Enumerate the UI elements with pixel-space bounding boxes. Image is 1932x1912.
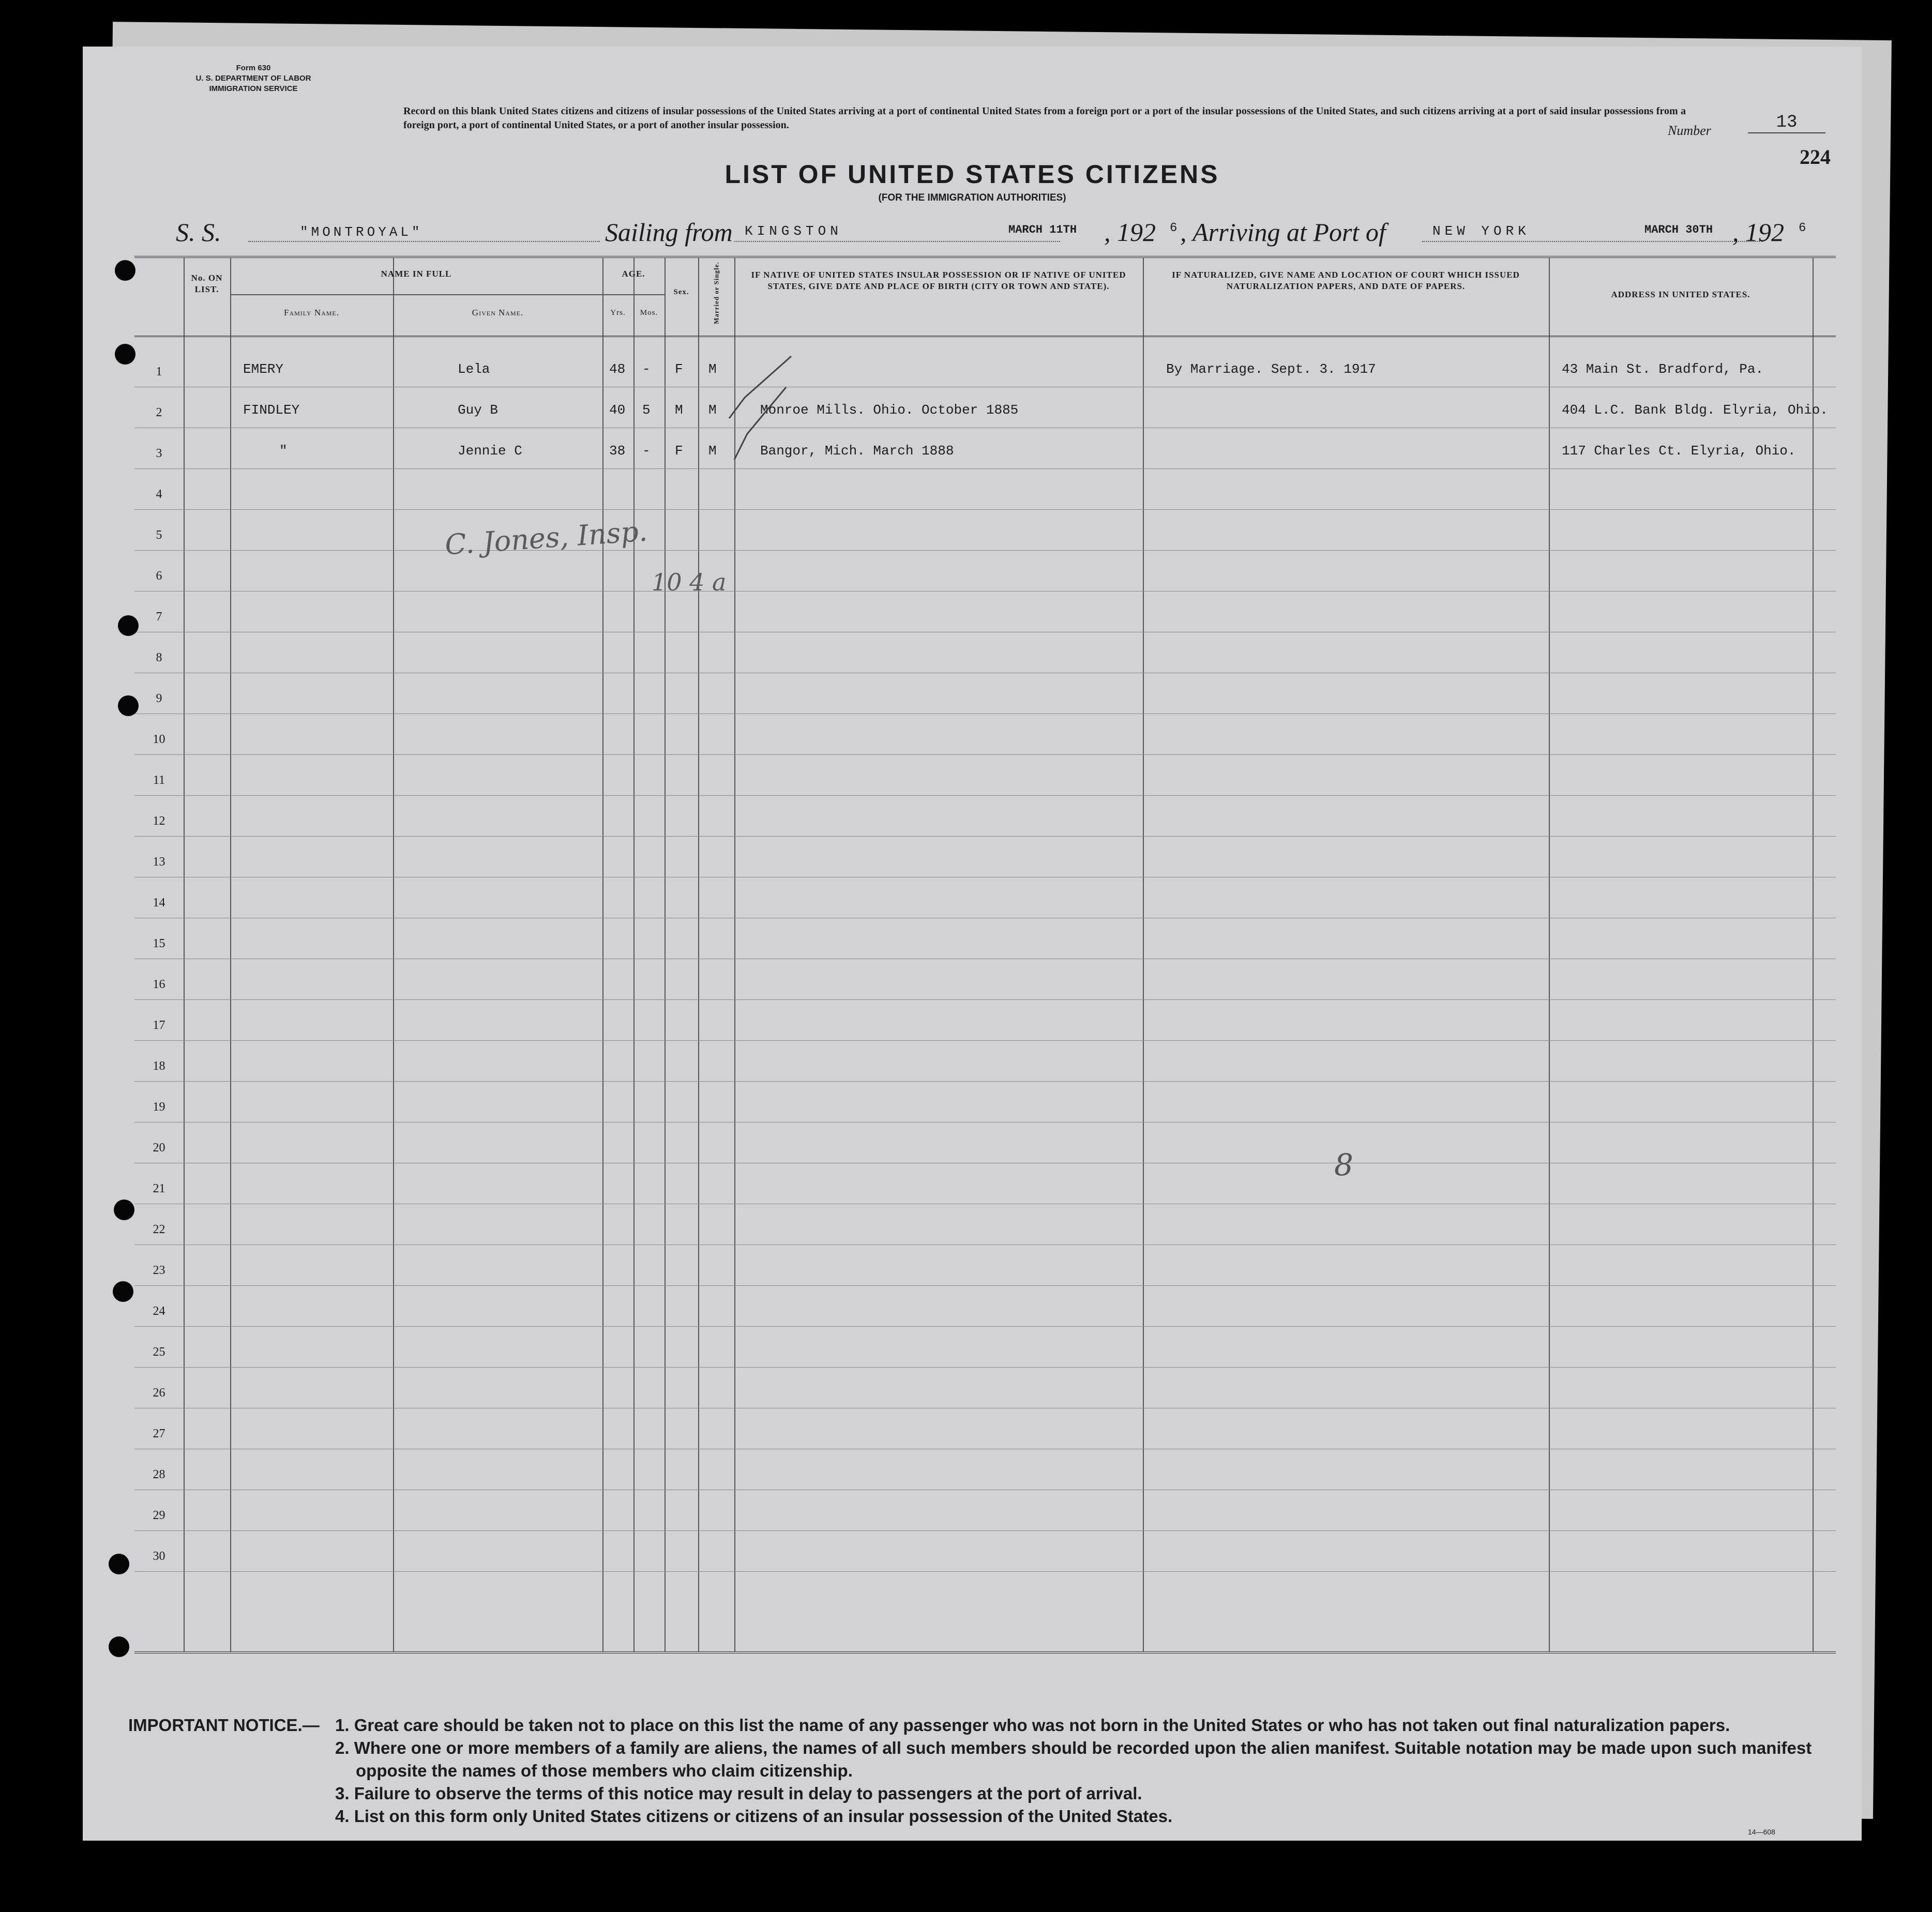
form-identifier: [145, 63, 362, 94]
row-number: 26: [153, 1386, 165, 1400]
notice-item-1: 1. Great care should be taken not to place on this list the name of any passenger who was not born in the United States or who has not taken out final naturalization papers.: [335, 1716, 1730, 1735]
column-no: No. ON LIST.: [191, 273, 223, 294]
row-number: 29: [153, 1509, 165, 1522]
binder-hole: [109, 1554, 129, 1574]
row-line: [134, 836, 1836, 837]
service-name: IMMIGRATION SERVICE: [209, 84, 298, 93]
binder-hole: [115, 260, 135, 281]
record-instructions: Record on this blank United States citizens and citizens of insular possessions of the United States arriving at a port of continental United States from a foreign port or a port of the insular possessions of the United States, and such citizens arriving at a port of said insular possessions from a foreign port, a port of continental United States, or a port of another insular possession.: [403, 105, 1686, 131]
row-number: 19: [153, 1100, 165, 1114]
notice-item-4: 4. List on this form only United States citizens or citizens of an insular possession of the United States.: [335, 1807, 1173, 1826]
row-line: [134, 999, 1836, 1000]
row-number: 28: [153, 1468, 165, 1481]
check-marks: [724, 341, 796, 475]
manifest-sheet: [83, 47, 1862, 1841]
departure-port: KINGSTON: [745, 223, 842, 239]
birth-place-cell: Bangor, Mich. March 1888: [760, 443, 954, 459]
row-number: 7: [156, 610, 162, 624]
age-years-cell: 48: [609, 361, 626, 377]
page-title: LIST OF UNITED STATES CITIZENS: [724, 160, 1220, 189]
handwritten-mark: 8: [1334, 1147, 1353, 1182]
row-line: [134, 1081, 1836, 1082]
row-number: 15: [153, 937, 165, 950]
row-number: 5: [156, 528, 162, 542]
sex-cell: F: [675, 361, 683, 377]
notice-item-3: 3. Failure to observe the terms of this notice may result in delay to passengers at the port of arrival.: [335, 1784, 1142, 1803]
list-number: 13: [1748, 113, 1825, 133]
column-age: AGE.: [622, 269, 645, 279]
row-number: 12: [153, 814, 165, 828]
row-line: [134, 1326, 1836, 1327]
binder-hole: [118, 695, 139, 716]
column-mos: Mos.: [640, 309, 658, 317]
row-number: 18: [153, 1059, 165, 1073]
form-number: Form 630: [236, 64, 271, 72]
row-line: [134, 1571, 1836, 1572]
family-name-cell: FINDLEY: [243, 402, 300, 418]
sailing-label: Sailing from: [605, 218, 733, 247]
row-number: 14: [153, 896, 165, 909]
row-number: 24: [153, 1304, 165, 1318]
number-label: Number: [1668, 123, 1711, 138]
naturalization-cell: By Marriage. Sept. 3. 1917: [1166, 361, 1376, 377]
page-subtitle: (FOR THE IMMIGRATION AUTHORITIES): [878, 192, 1066, 203]
sex-cell: F: [675, 443, 683, 459]
row-number: 8: [156, 651, 162, 664]
column-yrs: Yrs.: [610, 309, 626, 317]
binder-hole: [113, 1281, 133, 1302]
row-number: 10: [153, 733, 165, 746]
age-months-cell: -: [642, 443, 651, 459]
binder-hole: [115, 344, 135, 365]
binder-hole: [118, 615, 139, 636]
row-number: 20: [153, 1141, 165, 1155]
row-number: 16: [153, 978, 165, 991]
row-number: 21: [153, 1182, 165, 1195]
column-given-name: Given Name.: [472, 308, 524, 317]
notice-items: [335, 1714, 1855, 1828]
column-sex: Sex.: [673, 288, 689, 296]
handwritten-inspector: C. Jones, Insp.: [444, 514, 648, 562]
arrival-port: NEW YORK: [1432, 223, 1530, 239]
row-line: [134, 1285, 1836, 1286]
column-naturalized: IF NATURALIZED, GIVE NAME AND LOCATION OF COURT WHICH ISSUED NATURALIZATION PAPERS, AND DATE OF PAPERS.: [1172, 270, 1520, 291]
binder-hole: [109, 1636, 129, 1657]
row-line: [134, 754, 1836, 755]
marital-status-cell: M: [708, 361, 717, 377]
arriving-label: , Arriving at Port of: [1180, 218, 1386, 247]
row-number: 11: [153, 773, 165, 787]
age-months-cell: -: [642, 361, 651, 377]
print-code: 14—608: [1748, 1828, 1775, 1836]
row-number: 3: [156, 447, 162, 460]
passenger-table: [134, 256, 1836, 1653]
family-name-cell: EMERY: [243, 361, 284, 377]
marital-status-cell: M: [708, 443, 717, 459]
notice-item-2: 2. Where one or more members of a family are aliens, the names of all such members should be recorded upon the alien manifest. Suitable notation may be made upon such manifest opposite the names of those members who claim citizenship.: [335, 1738, 1812, 1780]
row-line: [134, 1530, 1836, 1531]
birth-place-cell: Monroe Mills. Ohio. October 1885: [760, 402, 1019, 418]
column-birth: IF NATIVE OF UNITED STATES INSULAR POSSESSION OR IF NATIVE OF UNITED STATES, GIVE DATE AND PLACE OF BIRTH (CITY OR TOWN AND STATE).: [751, 270, 1126, 291]
age-years-cell: 40: [609, 402, 626, 418]
row-line: [134, 1367, 1836, 1368]
row-line: [134, 1040, 1836, 1041]
given-name-cell: Jennie C: [458, 443, 522, 459]
department-name: U. S. DEPARTMENT OF LABOR: [195, 74, 311, 83]
row-number: 17: [153, 1019, 165, 1032]
arrival-year-digit: 6: [1799, 221, 1806, 235]
binder-hole: [114, 1200, 134, 1220]
age-years-cell: 38: [609, 443, 626, 459]
column-married: Married or Single.: [712, 262, 720, 324]
arrival-year-prefix: , 192: [1732, 218, 1784, 247]
given-name-cell: Lela: [458, 361, 490, 377]
address-cell: 404 L.C. Bank Bldg. Elyria, Ohio.: [1562, 402, 1828, 418]
row-line: [134, 509, 1836, 510]
column-name-in-full: NAME IN FULL: [381, 269, 452, 279]
row-line: [134, 550, 1836, 551]
ss-label: S. S.: [176, 218, 221, 247]
row-number: 6: [156, 569, 162, 583]
handwritten-note: 10 4 a: [652, 568, 727, 596]
departure-date: MARCH 11TH: [1008, 223, 1077, 236]
marital-status-cell: M: [708, 402, 717, 418]
family-name-cell: ": [279, 443, 288, 459]
row-line: [134, 795, 1836, 796]
row-number: 25: [153, 1345, 165, 1359]
address-cell: 43 Main St. Bradford, Pa.: [1562, 361, 1764, 377]
row-number: 13: [153, 855, 165, 869]
row-number: 22: [153, 1223, 165, 1236]
row-number: 23: [153, 1264, 165, 1277]
ship-name: "MONTROYAL": [300, 224, 423, 240]
address-cell: 117 Charles Ct. Elyria, Ohio.: [1562, 443, 1796, 459]
row-number: 1: [156, 365, 162, 378]
row-number: 27: [153, 1427, 165, 1440]
row-number: 9: [156, 692, 162, 705]
arrival-date: MARCH 30TH: [1644, 223, 1713, 236]
given-name-cell: Guy B: [458, 402, 499, 418]
voyage-line: [83, 217, 1862, 253]
row-line: [134, 468, 1836, 469]
row-number: 2: [156, 406, 162, 419]
column-address: ADDRESS IN UNITED STATES.: [1611, 290, 1750, 299]
age-months-cell: 5: [642, 402, 651, 418]
sex-cell: M: [675, 402, 683, 418]
row-number: 30: [153, 1550, 165, 1563]
row-number: 4: [156, 488, 162, 501]
departure-year-prefix: , 192: [1104, 218, 1156, 247]
column-family-name: Family Name.: [283, 308, 340, 317]
departure-year-digit: 6: [1170, 221, 1178, 235]
page-number: 224: [1800, 145, 1831, 169]
notice-heading: IMPORTANT NOTICE.—: [128, 1716, 320, 1735]
